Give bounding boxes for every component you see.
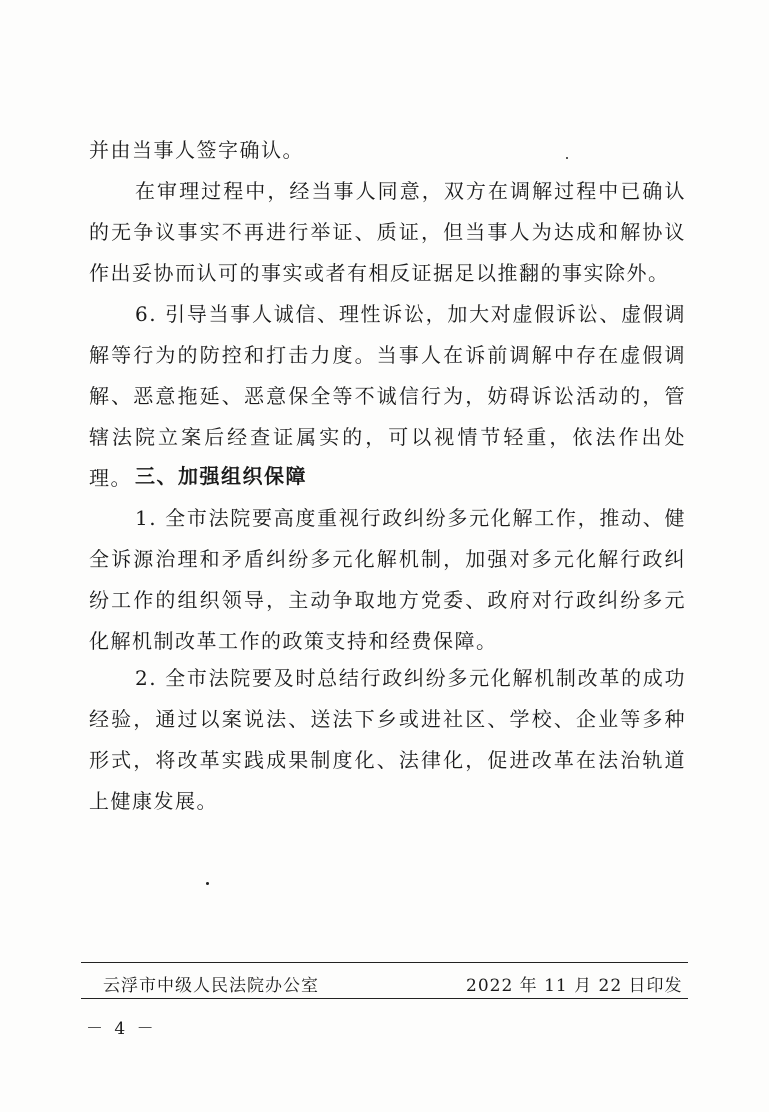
paragraph-continuation: 并由当事人签字确认。 <box>89 138 304 162</box>
paragraph-section-item-1: 1. 全市法院要高度重视行政纠纷多元化解工作，推动、健全诉源治理和矛盾纠纷多元化解机制，加强对多元化解行政纠纷工作的组织领导，主动争取地方党委、政府对行政纠纷多元化解机制改革工作的政策支持和经费保障。 <box>89 506 686 653</box>
page-number: － 4 － <box>86 1019 157 1039</box>
section-heading: 三、加强组织保障 <box>135 464 307 488</box>
footer-top-rule <box>81 962 688 963</box>
paragraph-trial-process: 在审理过程中，经当事人同意，双方在调解过程中已确认的无争议事实不再进行举证、质证，但当事人为达成和解协议作出妥协而认可的事实或者有相反证据足以推翻的事实除外。 <box>89 179 686 285</box>
paragraph-section-item-2: 2. 全市法院要及时总结行政纠纷多元化解机制改革的成功经验，通过以案说法、送法下乡或进社区、学校、企业等多种形式，将改革实践成果制度化、法律化，促进改革在法治轨道上健康发展。 <box>89 666 686 813</box>
footer-issuer: 云浮市中级人民法院办公室 <box>103 976 319 996</box>
scan-speck <box>206 882 209 885</box>
paragraph-item-6: 6. 引导当事人诚信、理性诉讼，加大对虚假诉讼、虚假调解等行为的防控和打击力度。当事人在诉前调解中存在虚假调解、恶意拖延、恶意保全等不诚信行为，妨碍诉讼活动的，管辖法院立案后经查证属实的，可以视情节轻重，依法作出处理。 <box>89 302 686 490</box>
footer-issue-date: 2022 年 11 月 22 日印发 <box>466 976 683 996</box>
footer-bottom-rule <box>81 998 688 999</box>
scan-speck <box>566 157 568 159</box>
